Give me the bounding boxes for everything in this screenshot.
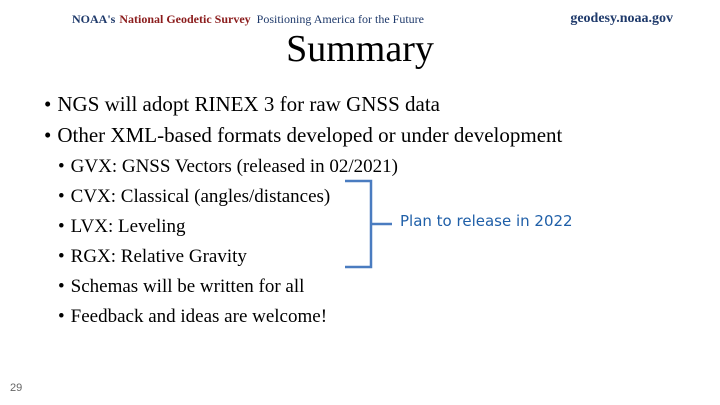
bullet-dot-icon: •	[44, 92, 52, 116]
bullet-text: NGS will adopt RINEX 3 for raw GNSS data	[57, 92, 440, 116]
office-name: National Geodetic Survey	[119, 12, 251, 26]
bullet-dot-icon: •	[58, 246, 65, 267]
bullet-dot-icon: •	[58, 216, 65, 237]
sub-bullet-text: CVX: Classical (angles/distances)	[70, 186, 331, 207]
sub-bullet-text: Feedback and ideas are welcome!	[70, 306, 328, 327]
sub-bullet-text: GVX: GNSS Vectors (released in 02/2021)	[70, 156, 399, 177]
slide-title: Summary	[286, 28, 434, 70]
release-callout: Plan to release in 2022	[400, 212, 573, 230]
bracket-shape	[345, 181, 371, 267]
sub-bullet-text: Schemas will be written for all	[70, 276, 305, 297]
bullet-dot-icon: •	[58, 156, 65, 177]
tagline: Positioning America for the Future	[256, 12, 424, 26]
website-label: geodesy.noaa.gov	[570, 11, 673, 26]
bullet-dot-icon: •	[58, 276, 65, 297]
bullet-dot-icon: •	[44, 123, 52, 147]
sub-bullet-text: RGX: Relative Gravity	[70, 246, 247, 267]
bullet-dot-icon: •	[58, 306, 65, 327]
sub-bullet-text: LVX: Leveling	[70, 216, 186, 237]
bullet-text: Other XML-based formats developed or under development	[57, 123, 563, 147]
page-number: 29	[10, 382, 23, 394]
bullet-dot-icon: •	[58, 186, 65, 207]
agency-name: NOAA's	[72, 12, 116, 26]
